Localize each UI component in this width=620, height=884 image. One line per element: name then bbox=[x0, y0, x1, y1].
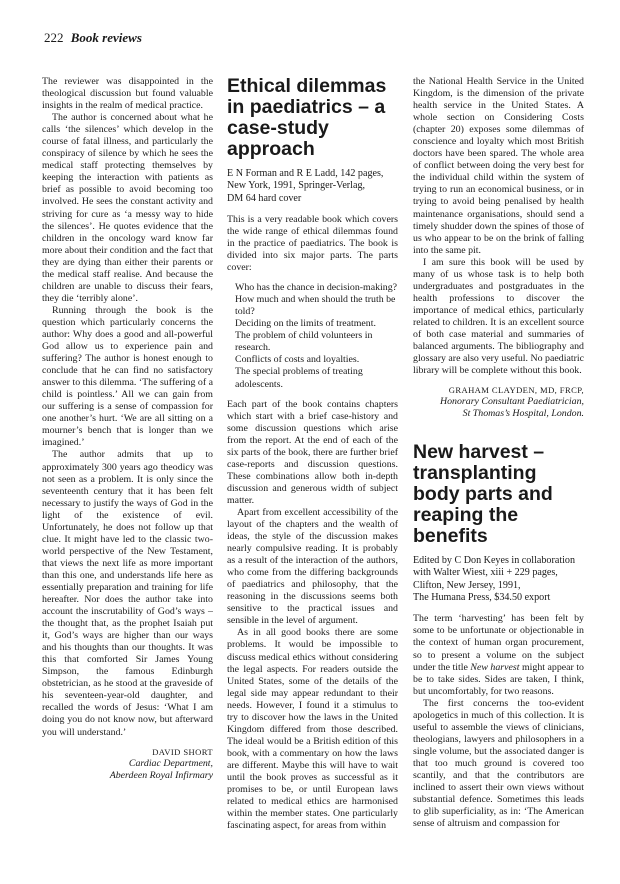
review2-paragraph: I am sure this book will be used by many of us whose task is to help both undergraduates and postgraduates in the health professions to discover the importance of medical ethics, particularly related to children. It is an excellent source of both case material and summaries of balanced arguments. The bibliography and glossary are also very useful. No paediatric library will be complete without this book. bbox=[413, 256, 584, 377]
reviewer-affiliation: St Thomas’s Hospital, London. bbox=[462, 408, 584, 420]
reviewer-name: DAVID SHORT bbox=[152, 746, 213, 757]
review1-signature bbox=[42, 746, 213, 782]
reviewer-affiliation: Aberdeen Royal Infirmary bbox=[109, 769, 213, 781]
bib-line: Edited by C Don Keyes in collaboration bbox=[413, 555, 576, 567]
running-header bbox=[44, 30, 142, 46]
review1-paragraph: The author admits that up to approximately 300 years ago theodicy was not seen as a problem. It is only since the seventeenth century that it has been felt necessary to justify the ways of God in the light of the existence of evil. Unfortunately, he does not follow up that clue. It might have led to the classic two-world perspective of the New Testament, that views the next life as more important than this one, and understands life here as essentially preparation and training for life hereafter. Nor does the author take into account the inscrutability of God’s ways – the thought that, as the prophet Isaiah put it, God’s ways are higher than our ways and his thoughts than our thoughts. It was this that comforted Sir James Young Simpson, the famous Edinburgh obstetrician, as he stood at the graveside of his seventeen-year-old daughter, and recalled the words of Jesus: ‘What I am doing you do not know now, but afterward you will understand.’ bbox=[42, 449, 213, 738]
review3-paragraph bbox=[413, 613, 584, 697]
review1-paragraph: Running through the book is the question which particularly concerns the author: Why does a good and all-powerful God allow us to experience pain and suffering? The author is honest enough to conclude that he can find no satisfactory answer to this dilemma. ‘The suffering of a child is pointless.’ All we can gain from our suffering is a sense of compassion for one another’s hurt. ‘We are all sitting on a mourner’s bench that is longer than we imagined.’ bbox=[42, 304, 213, 449]
list-item: The special problems of treating adolescents. bbox=[235, 366, 363, 390]
bib-line: E N Forman and R E Ladd, 142 pages, bbox=[227, 168, 384, 179]
review2-parts-list bbox=[235, 282, 398, 390]
column-3 bbox=[413, 76, 584, 830]
review2-paragraph: the National Health Service in the United Kingdom, is the dimension of the private health service in the United States. A whole section on Considering Costs (chapter 20) exposes some dilemmas of conscience and loyalty which most British doctors have been spared. The whole area of conflict between doing the very best for the individual child within the system of trying to run an economical business, or in trying to avoid being penalised by health maintenance organisations, should send a timely shudder down the spines of those of us who appear to be on the brink of falling into the same pit. bbox=[413, 76, 584, 256]
list-item: How much and when should the truth be told? bbox=[235, 294, 396, 318]
review1-paragraph: The reviewer was disappointed in the theological discussion but found valuable insights in the realm of medical practice. bbox=[42, 76, 213, 112]
list-item: Deciding on the limits of treatment. bbox=[235, 318, 376, 330]
bib-line: DM 64 hard cover bbox=[227, 192, 302, 204]
reviewer-affiliation: Honorary Consultant Paediatrician, bbox=[439, 396, 584, 408]
review2-paragraph: Each part of the book contains chapters which start with a brief case-history and some discussion questions which arise from the report. At the end of each of the six parts of the book, there are further brief case-reports and discussion questions. These combinations allow both in-depth discussion and generous width of subject matter. bbox=[227, 398, 398, 506]
review1-paragraph: The author is concerned about what he calls ‘the silences’ which develop in the course of fatal illness, and particularly the conspiracy of silence by which he sees the medical staff protecting themselves by keeping the interaction with patients as brief as possible to avoid becoming too involved. He sees the constant activity and striving for cure as ‘a messy way to hide the silences’. He quotes evidence that the children in the oncology ward know far more about their condition and the fact that they are dying than either their parents or the medical staff realise. And because the children are unable to discuss their fears, they die ‘terribly alone’. bbox=[42, 112, 213, 304]
reviewer-affiliation: Cardiac Department, bbox=[128, 757, 213, 769]
review2-signature bbox=[413, 384, 584, 420]
book-title-emphasis: New harvest bbox=[470, 661, 520, 673]
bib-line: Clifton, New Jersey, 1991, bbox=[413, 579, 521, 591]
list-item: Who has the chance in decision-making? bbox=[235, 282, 398, 294]
list-item: The problem of child volunteers in research. bbox=[235, 330, 373, 354]
review2-paragraph: Apart from excellent accessibility of the layout of the chapters and the wealth of ideas, the style of the discussion makes nearly compulsive reading. It is probably as a result of the interaction of the authors, who come from the differing backgrounds of paediatrics and philosophy, that the reasoning in the discussions seems both sensitive to the practical issues and sensible in the level of argument. bbox=[227, 506, 398, 627]
list-item: Conflicts of costs and loyalties. bbox=[235, 354, 360, 366]
review3-title: New harvest – transplanting body parts and reaping the benefits bbox=[413, 441, 553, 548]
section-title: Book reviews bbox=[70, 30, 142, 45]
column-1 bbox=[42, 76, 213, 782]
review2-bibliography bbox=[227, 168, 398, 205]
review2-intro: This is a very readable book which covers the wide range of ethical dilemmas found in the practice of paediatrics. The book is divided into six major parts. The parts cover: bbox=[227, 213, 398, 274]
bib-line: with Walter Wiest, xiii + 229 pages, bbox=[413, 567, 558, 579]
text-run: The term ‘harvesting’ has been felt by some to be unfortunate or objectionable in the context of human organ procurement, so to present a volume on the subject under the title bbox=[413, 613, 584, 673]
review2-title: Ethical dilemmas in paediatrics – a case-study approach bbox=[227, 75, 387, 160]
column-2 bbox=[227, 76, 398, 832]
page-number: 222 bbox=[44, 30, 64, 45]
review3-bibliography bbox=[413, 555, 584, 604]
review3-paragraph: The first concerns the too-evident apologetics in much of this collection. It is useful to assemble the views of clinicians, theologians, lawyers and philosophers in a single volume, but the associated danger is that too much ground is covered too scantily, and that the contributors are inclined to assert their own views without substantial defence. Sometimes this leads to glib superficiality, as in: ‘The American sense of altruism and compassion for bbox=[413, 697, 584, 830]
text-run: might appear to be to take sides. Sides are taken, I think, but uncomfortably, for two reasons. bbox=[413, 661, 584, 697]
bib-line: New York, 1991, Springer-Verlag, bbox=[227, 180, 366, 192]
bib-line: The Humana Press, $34.50 export bbox=[413, 592, 551, 604]
review2-paragraph: As in all good books there are some problems. It would be impossible to discuss medical ethics without considering the legal aspects. For readers outside the United States, some of the details of the legal side may appear redundant to their needs. However, I found it a stimulus to try to discover how the laws in the United Kingdom differed from those described. The ideal would be a British edition of this book, with a commentary on how the laws are different. Maybe this will have to wait until the book proves as successful as it promises to be, or until European laws related to medical ethics are harmonised within the member states. One particularly fascinating aspect, for areas from within bbox=[227, 627, 398, 832]
reviewer-name: GRAHAM CLAYDEN, MD, FRCP, bbox=[448, 385, 584, 396]
